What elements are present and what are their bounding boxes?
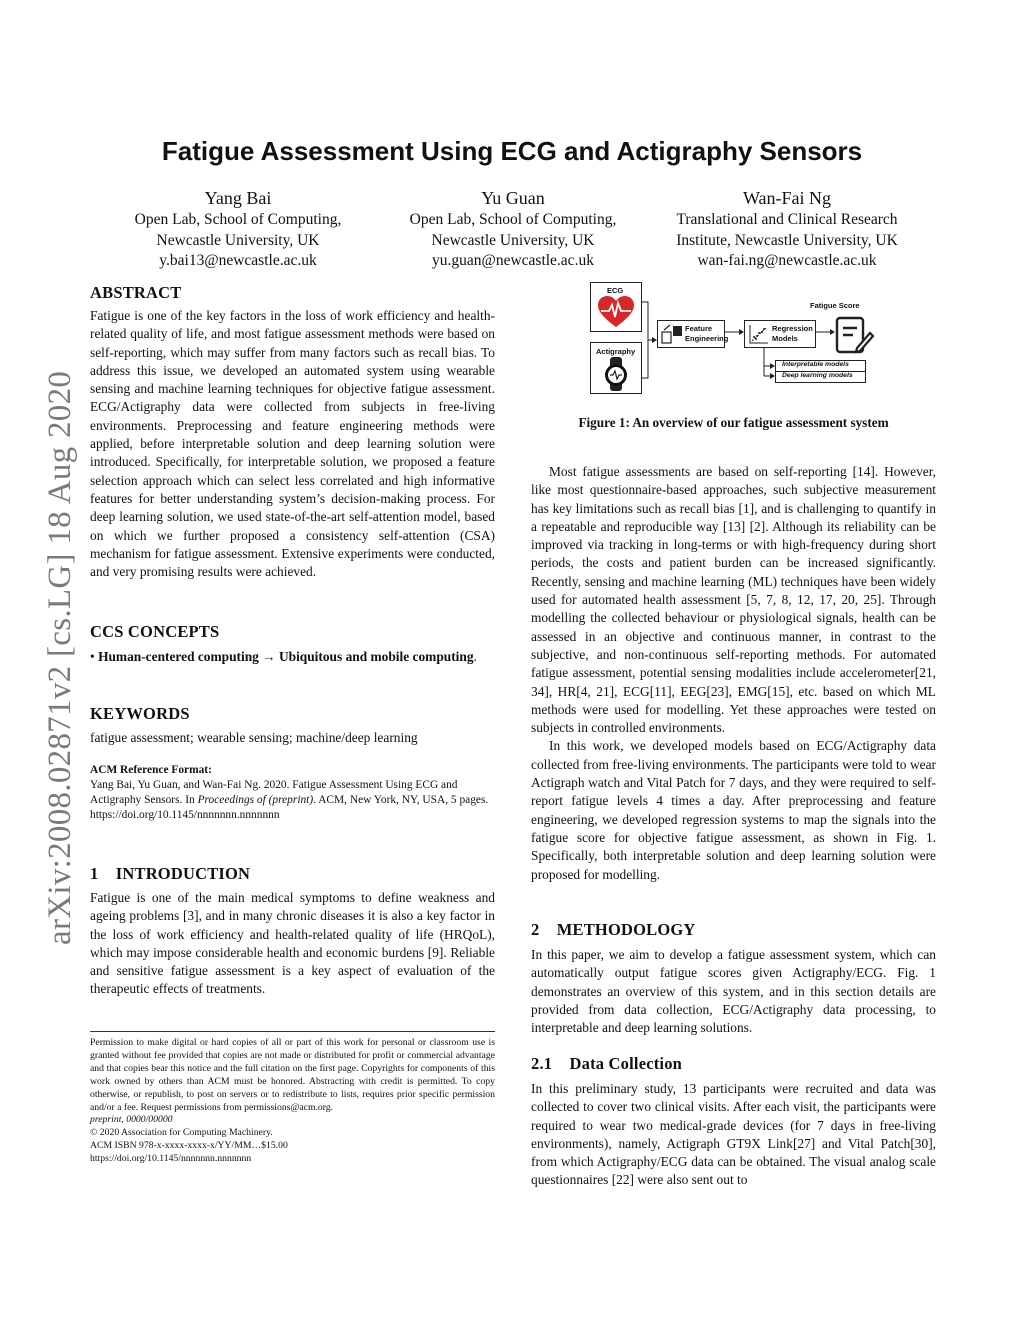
- author-affiliation: Institute, Newcastle University, UK: [676, 231, 898, 249]
- author-name: Wan-Fai Ng: [742, 188, 832, 208]
- permission-notice: Permission to make digital or hard copies of all or part of this work for personal or classroom use is granted without fee provided that copies are not made or distributed for profit or commercial advantage and that copies bear this notice and the full citation on the first page. Copyrights for components of this work owned by others than ACM must be honored. Abstracting with credit is permitted. To copy otherwise, or republish, to post on servers or to redistribute to lists, requires prior specific permission and/or a fee. Request permissions from permissions@acm.org.: [90, 1037, 495, 1113]
- ccs-bullet: •: [90, 649, 95, 664]
- watch-icon: [591, 343, 641, 393]
- copyright-line: © 2020 Association for Computing Machinery.: [90, 1127, 273, 1139]
- arxiv-stamp: [12, 345, 78, 945]
- figure-1: [590, 282, 875, 394]
- deep-learning-models-label: Deep learning models: [782, 372, 853, 379]
- engineering-label: Engineering: [685, 334, 729, 343]
- acm-ref-after: . ACM, New York, NY, USA, 5 pages. https://doi.org/10.1145/nnnnnnn.nnnnnnn: [90, 794, 489, 822]
- score-sheet-icon: [835, 316, 875, 358]
- acm-ref-venue: Proceedings of (preprint): [197, 794, 314, 807]
- author-affiliation: Open Lab, School of Computing,: [134, 211, 342, 228]
- introduction-text: Fatigue is one of the main medical symptoms to define weakness and ageing problems [3], and in many chronic diseases it is also a key factor in the loss of work efficiency and health-related quality of life (HRQoL), which may impose considerable health and economic burdens [9]. Reliable and sensitive fatigue assessment is a key aspect of evaluation of the therapeutic effects of treatments.: [90, 890, 495, 997]
- methodology-section: [531, 920, 936, 1037]
- ccs-concepts: Human-centered computing → Ubiquitous and mobile computing: [98, 649, 474, 664]
- actigraphy-label: Actigraphy: [596, 347, 636, 356]
- actigraphy-box: [590, 342, 642, 394]
- paper-title: Fatigue Assessment Using ECG and Actigraphy Sensors: [161, 136, 863, 166]
- arxiv-id: arXiv:2008.02871v2 [cs.LG] 18 Aug 2020: [42, 370, 78, 945]
- author-block: [662, 186, 912, 272]
- author-affiliation: Translational and Clinical Research: [676, 211, 898, 228]
- author-name: Yu Guan: [481, 188, 545, 208]
- deep-learning-models-box: [775, 371, 866, 383]
- author-block: [113, 186, 363, 272]
- ecg-box: [590, 282, 642, 332]
- fatigue-score-label: Fatigue Score: [810, 301, 860, 310]
- paragraph: Most fatigue assessments are based on self-reporting [14]. However, like most questionnaire-based approaches, such subjective measurement has key limitations such as recall bias [1], and is challenging to quantify in a repeatable and reproducible way [13] [2]. Although its reliability can be improved via tracking in long-terms or with high-frequency during short periods, the costs and patient burden can be increased significantly. Recently, sensing and machine learning (ML) techniques have been widely used for automated health assessment [5, 7, 8, 12, 17, 20, 25]. Through modelling the collected behaviour or physiological signals, health can be assessed in an objective and continuous manner, in contrast to the subjective, and non-continuous self-reporting methods. For automated fatigue assessment, potential sensing modalities include accelerometer[21, 34], HR[4, 21], ECG[11], EEG[23], EMG[15], etc. based on which ML methods were used for modelling. Yet these approaches were tested on subjects in controlled environments.: [531, 464, 936, 736]
- interpretable-models-label: Interpretable models: [782, 361, 849, 368]
- methodology-text: In this paper, we aim to develop a fatigue assessment system, which can automatically output fatigue scores given Actigraphy/ECG. Fig. 1 demonstrates an overview of this system, and in this section details are provided from data collection, ECG/Actigraphy data processing, to interpretable and deep learning solutions.: [531, 947, 936, 1036]
- author-email: y.bai13@newcastle.ac.uk: [159, 252, 317, 269]
- footnote-section: [90, 1031, 495, 1166]
- abstract-heading: ABSTRACT: [90, 283, 182, 302]
- ccs-section: [90, 622, 495, 666]
- isbn-line: ACM ISBN 978-x-xxxx-xxxx-x/YY/MM…$15.00: [90, 1140, 288, 1152]
- data-collection-text: In this preliminary study, 13 participants were recruited and data was collected to cover two clinical visits. After each visit, the participants were required to wear two medical-grade devices (for 7 days in free-living environments), namely, Actigraph GT9X Link[27] and Vital Patch[30], from which Actigraphy/ECG data can be obtained. The visual analog scale questionnaires [22] were also sent out to: [531, 1081, 936, 1188]
- ccs-end: .: [473, 649, 477, 664]
- author-email: yu.guan@newcastle.ac.uk: [432, 252, 594, 269]
- abstract-section: [90, 283, 495, 581]
- ccs-text: [90, 648, 495, 666]
- regression-models-box: [744, 320, 816, 348]
- acm-reference-heading: ACM Reference Format:: [90, 764, 212, 776]
- doi-line: https://doi.org/10.1145/nnnnnnn.nnnnnnn: [90, 1153, 252, 1165]
- connector-line: [764, 345, 770, 376]
- acm-ref-before: Yang Bai, Yu Guan, and Wan-Fai Ng. 2020. Fatigue Assessment Using ECG and Actigraphy Sensors. In: [90, 779, 458, 807]
- author-affiliation: Newcastle University, UK: [156, 231, 320, 249]
- intro-continued: [531, 463, 936, 884]
- ccs-heading: CCS CONCEPTS: [90, 622, 220, 641]
- feature-label: Feature: [685, 324, 713, 333]
- acm-reference: [90, 763, 495, 823]
- abstract-text: Fatigue is one of the key factors in the loss of work efficiency and health-related quality of life, and most fatigue assessment methods were based on self-reporting, which may suffer from many factors such as recall bias. To address this issue, we developed an automated system using wearable sensing and machine learning techniques for objective fatigue assessment. ECG/Actigraphy data were collected from subjects in free-living environments. Preprocessing and feature engineering methods were applied, before interpretable solution and deep learning solution were introduced. Specifically, for interpretable solution, we proposed a feature selection approach which can select less correlated and high informative features for better understanding system’s decision-making process. For deep learning solution, we used state-of-the-art self-attention model, based on which we further proposed a consistency self-attention (CSA) mechanism for fatigue assessment. Extensive experiments were conducted, and very promising results were achieved.: [90, 308, 495, 580]
- keywords-section: [90, 704, 495, 747]
- scatter-plot-icon: [747, 322, 771, 346]
- acm-reference-text: [90, 778, 495, 823]
- introduction-section: [90, 864, 495, 999]
- feature-engineering-box: [657, 320, 729, 348]
- author-name: Yang Bai: [204, 188, 272, 208]
- keywords-text: fatigue assessment; wearable sensing; machine/deep learning: [90, 730, 418, 745]
- author-block: [388, 186, 638, 272]
- methodology-heading: 2 METHODOLOGY: [531, 920, 696, 939]
- author-affiliation: Open Lab, School of Computing,: [409, 211, 617, 228]
- introduction-heading: 1 INTRODUCTION: [90, 864, 251, 883]
- heart-icon: [591, 283, 641, 331]
- author-email: wan-fai.ng@newcastle.ac.uk: [697, 252, 877, 269]
- data-collection-section: [531, 1054, 936, 1190]
- preprint-line: preprint, 0000/00000: [90, 1114, 173, 1126]
- feature-icon: [660, 322, 684, 346]
- paragraph: In this work, we developed models based on ECG/Actigraphy data collected from free-living environments. The participants were told to wear Actigraph watch and Vital Patch for 7 days, and they were required to self-report fatigue levels 4 times a day. After preprocessing and feature engineering, we developed regression systems to map the signals into the fatigue score for objective fatigue assessment, as shown in Fig. 1. Specifically, both interpretable solution and deep learning solution were proposed for modelling.: [531, 738, 936, 882]
- regression-label: Regression: [772, 324, 813, 333]
- ecg-label: ECG: [607, 286, 624, 295]
- data-collection-heading: 2.1 Data Collection: [531, 1054, 683, 1073]
- figure-caption: Figure 1: An overview of our fatigue assessment system: [578, 415, 889, 430]
- author-affiliation: Newcastle University, UK: [431, 231, 595, 249]
- models-label: Models: [772, 334, 798, 343]
- keywords-heading: KEYWORDS: [90, 704, 190, 723]
